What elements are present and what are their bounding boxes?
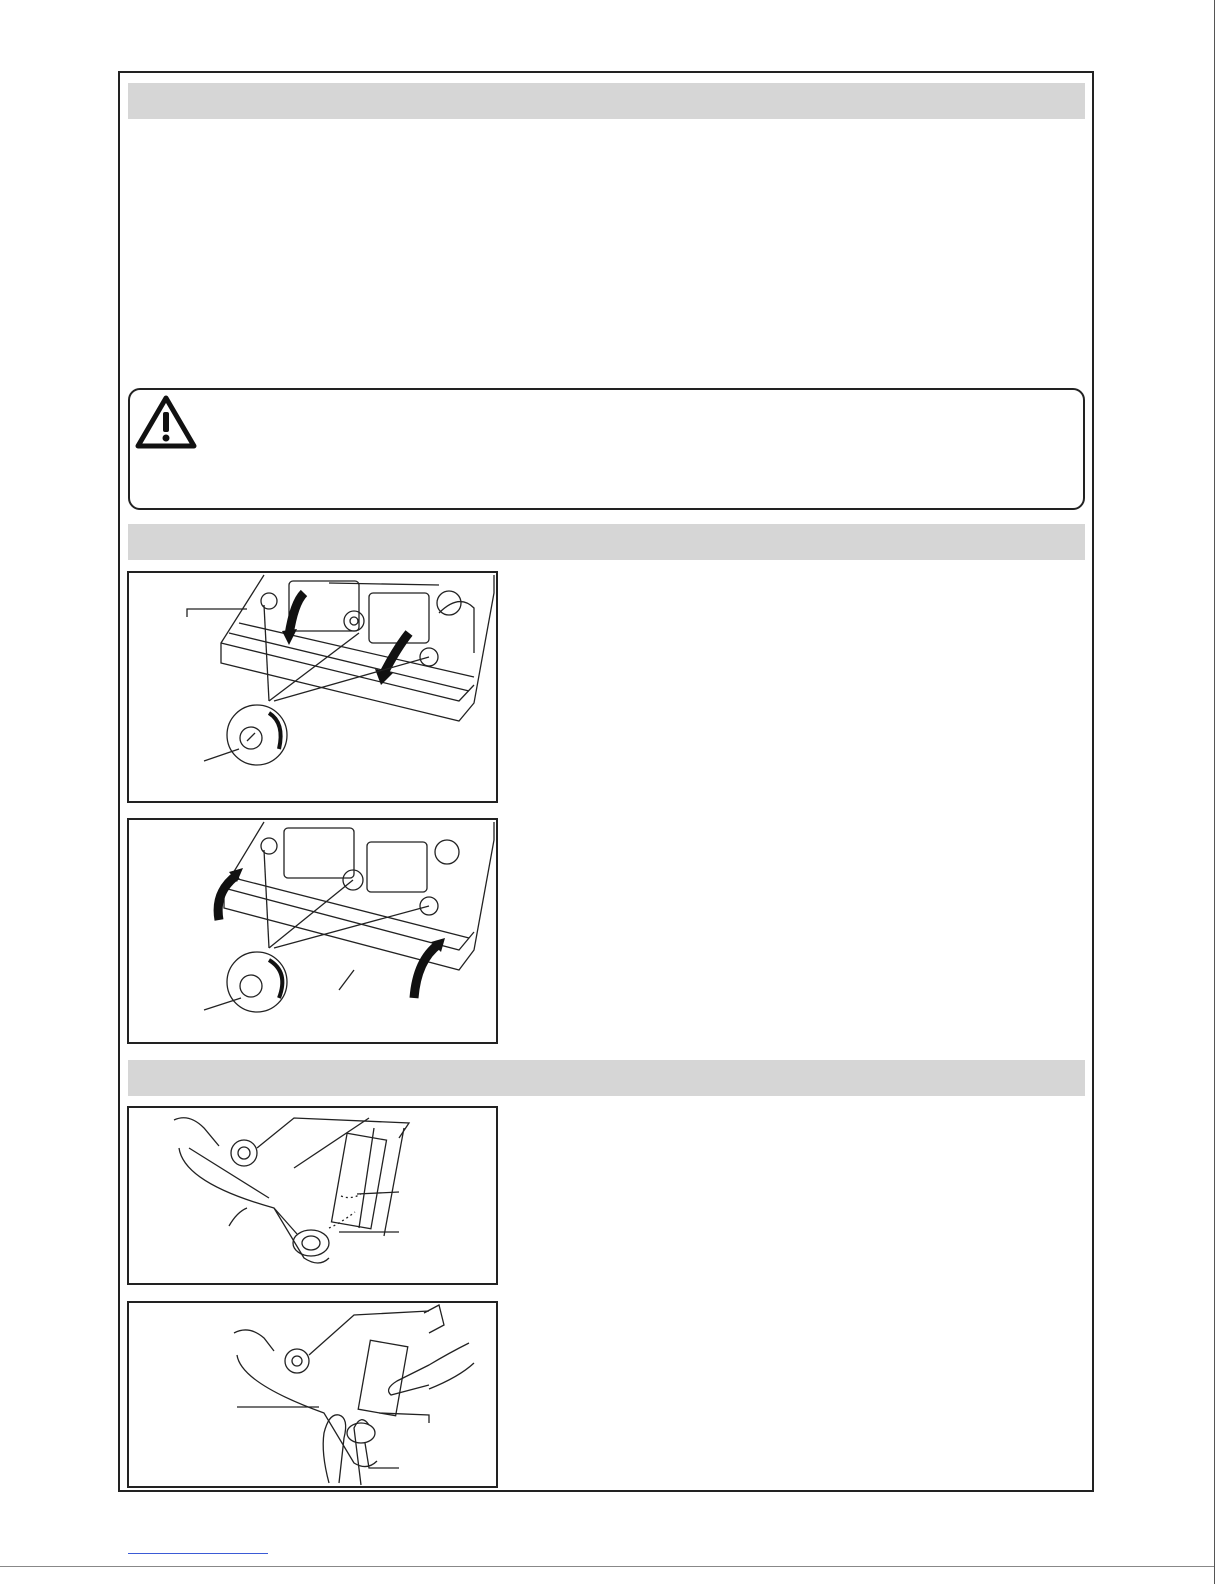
warning-box (128, 388, 1085, 510)
section-header-bar-2 (128, 524, 1085, 560)
figure-2-nozzle-cover-attach (127, 818, 498, 1044)
page-edge-right (1214, 0, 1215, 1584)
footer-link-underline (128, 1553, 268, 1554)
section-header-bar-1 (128, 83, 1085, 119)
figure-4-belt-replacement-hands (127, 1301, 498, 1488)
warning-triangle-icon (134, 394, 198, 452)
section-header-bar-3 (128, 1060, 1085, 1096)
figure-1-nozzle-cover-removal (127, 571, 498, 803)
page-edge-bottom (0, 1566, 1214, 1567)
figure-3-agitator-belt (127, 1106, 498, 1285)
